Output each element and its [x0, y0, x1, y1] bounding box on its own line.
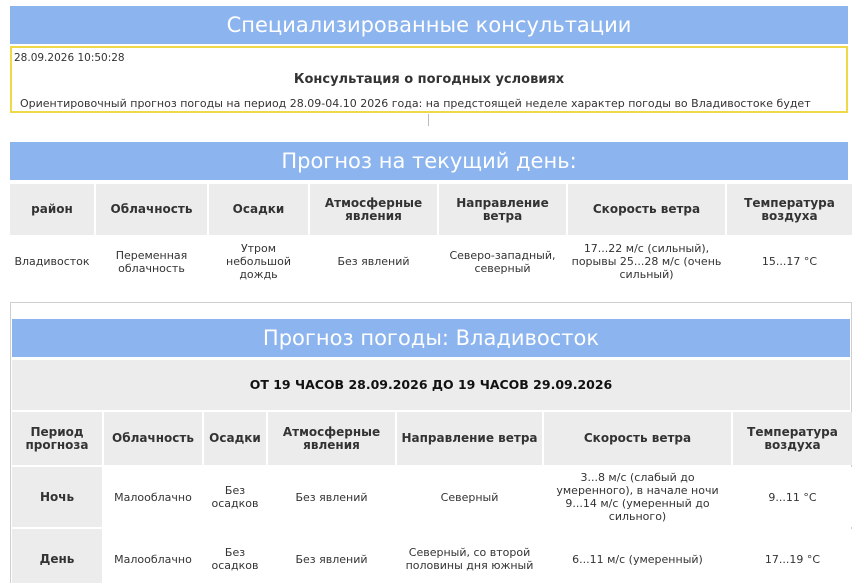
- table-cell: Владивосток: [10, 237, 94, 286]
- column-header: Атмосферные явления: [268, 412, 395, 465]
- table-row: [10, 237, 852, 286]
- table-cell: Северный, со второй половины дня южный: [397, 529, 542, 583]
- column-header: Скорость ветра: [568, 184, 725, 235]
- table-cell: Северный: [397, 467, 542, 527]
- column-header: Осадки: [209, 184, 308, 235]
- table-cell: Без осадков: [204, 529, 266, 583]
- column-header: Облачность: [104, 412, 202, 465]
- column-header: Осадки: [204, 412, 266, 465]
- today-title: Прогноз на текущий день:: [10, 142, 848, 180]
- forecast-period: ОТ 19 ЧАСОВ 28.09.2026 ДО 19 ЧАСОВ 29.09.2026: [12, 360, 850, 410]
- table-cell: Без явлений: [268, 467, 395, 527]
- divider: [428, 114, 429, 126]
- table-cell: 9...11 °С: [733, 467, 852, 527]
- table-cell: Без явлений: [268, 529, 395, 583]
- table-cell: Без явлений: [310, 237, 437, 286]
- period-label: День: [12, 529, 102, 583]
- consultation-title: Консультация о погодных условиях: [293, 72, 565, 87]
- table-cell: 3...8 м/с (слабый до умеренного), в начале ночи 9...14 м/с (умеренный до сильного): [544, 467, 731, 527]
- forecast-table: [10, 410, 854, 583]
- column-header: Температура воздуха: [727, 184, 852, 235]
- table-cell: 15...17 °С: [727, 237, 852, 286]
- column-header: Направление ветра: [439, 184, 566, 235]
- period-label: Ночь: [12, 467, 102, 527]
- column-header: Период прогноза: [12, 412, 102, 465]
- column-header: Направление ветра: [397, 412, 542, 465]
- column-header: район: [10, 184, 94, 235]
- table-cell: Без осадков: [204, 467, 266, 527]
- consultation-text: Ориентировочный прогноз погоды на период 28.09-04.10 2026 года: на предстоящей неделе характер погоды во Владивостоке будет: [20, 97, 811, 110]
- table-cell: Утром небольшой дождь: [209, 237, 308, 286]
- column-header: Скорость ветра: [544, 412, 731, 465]
- table-cell: Северо-западный, северный: [439, 237, 566, 286]
- table-cell: 17...19 °С: [733, 529, 852, 583]
- table-cell: 17...22 м/с (сильный), порывы 25...28 м/с (очень сильный): [568, 237, 725, 286]
- forecast-title: Прогноз погоды: Владивосток: [12, 319, 850, 357]
- today-table: [8, 182, 854, 288]
- page-title: Специализированные консультации: [10, 6, 848, 44]
- table-cell: Малооблачно: [104, 529, 202, 583]
- column-header: Облачность: [96, 184, 207, 235]
- table-cell: Малооблачно: [104, 467, 202, 527]
- table-row: [12, 467, 852, 527]
- consultation-box: [10, 46, 848, 113]
- column-header: Атмосферные явления: [310, 184, 437, 235]
- table-row: [12, 529, 852, 583]
- table-cell: 6...11 м/с (умеренный): [544, 529, 731, 583]
- consultation-datetime: 28.09.2026 10:50:28: [14, 52, 125, 64]
- column-header: Температура воздуха: [733, 412, 852, 465]
- table-cell: Переменная облачность: [96, 237, 207, 286]
